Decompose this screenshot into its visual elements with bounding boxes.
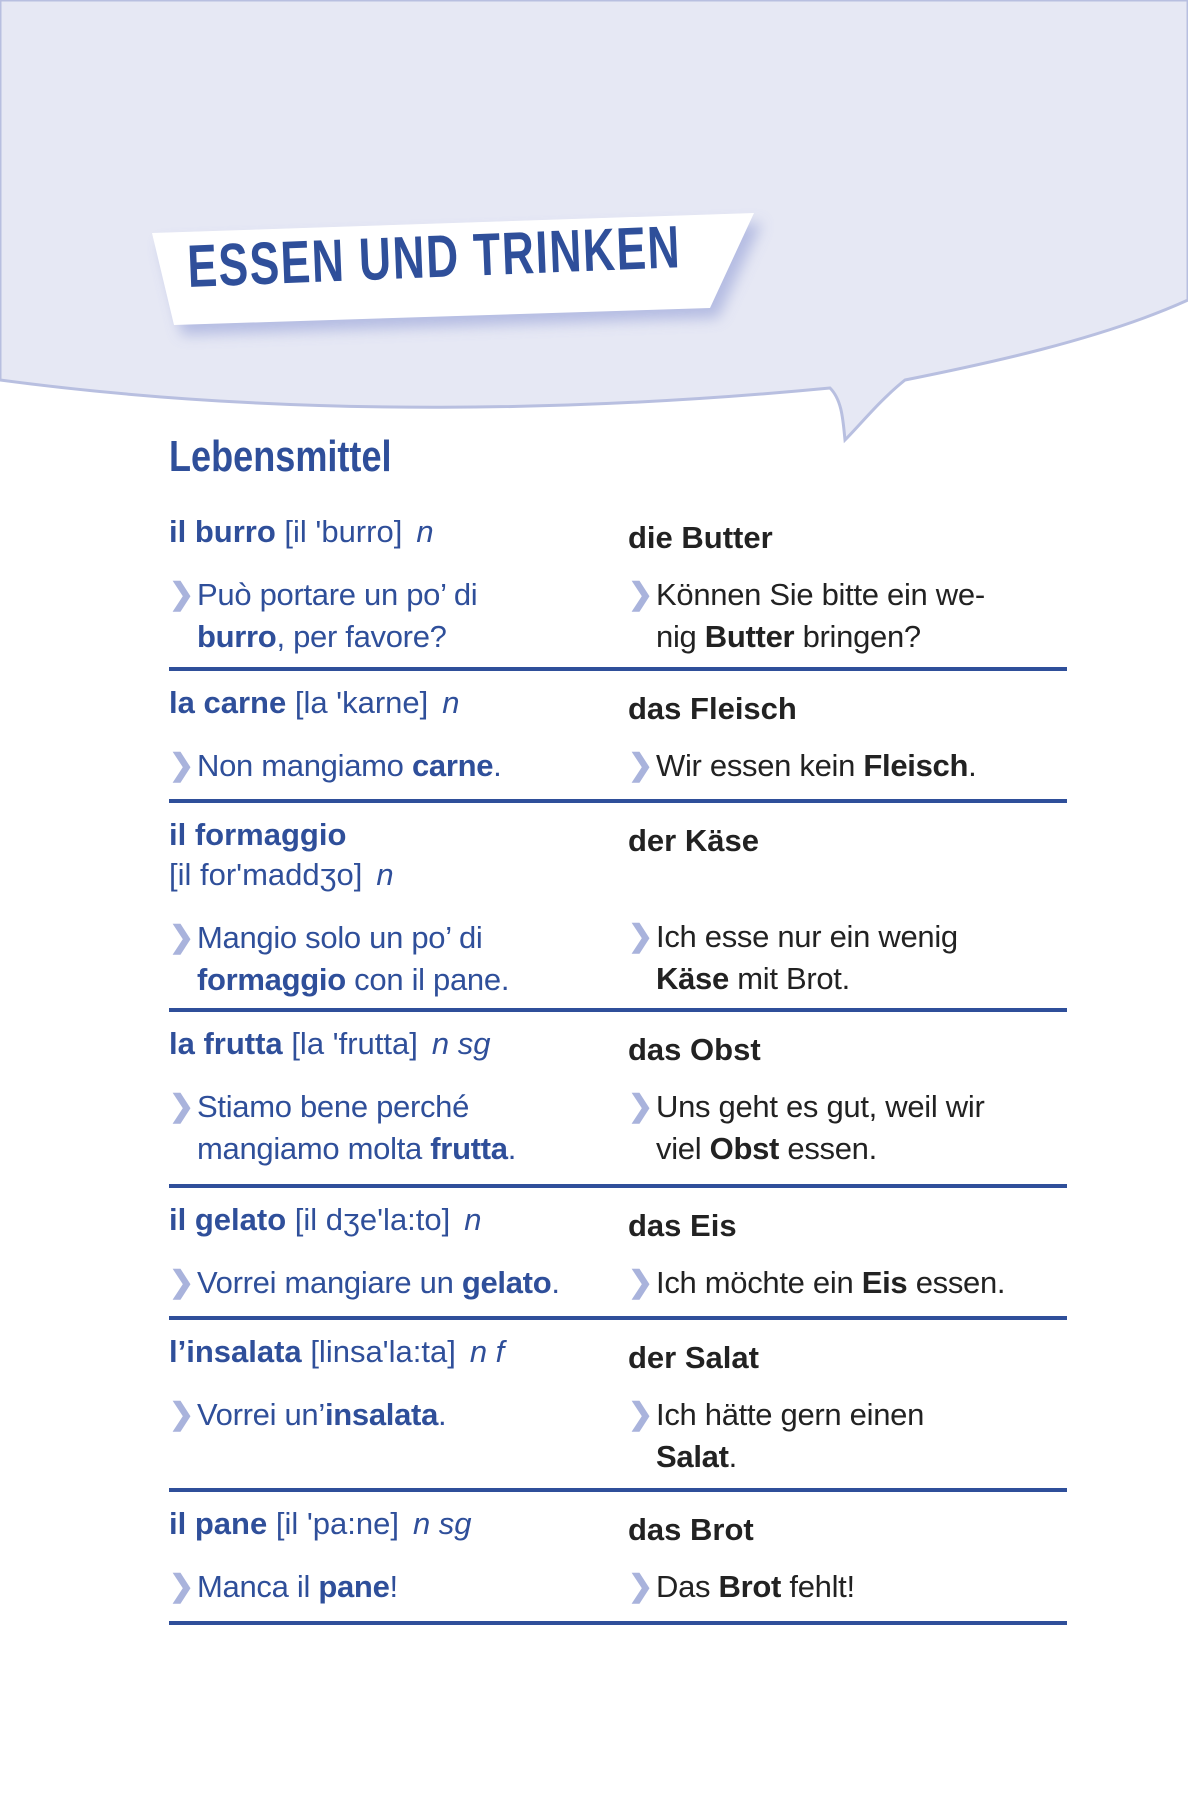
example-line xyxy=(169,959,624,1001)
example-text: Può portare un po’ di xyxy=(197,577,478,612)
example-line xyxy=(628,1128,1068,1170)
example-text: . xyxy=(551,1265,560,1300)
italian-column xyxy=(169,500,624,658)
example-line xyxy=(628,916,1068,958)
chevron-right-icon: ❯ xyxy=(169,921,194,954)
example-german xyxy=(628,1086,1068,1170)
pronunciation: [la 'karne] xyxy=(294,685,429,720)
chevron-right-icon: ❯ xyxy=(628,1090,653,1123)
german-column xyxy=(628,500,1068,658)
example-keyword: pane xyxy=(318,1569,390,1604)
example-text: nig xyxy=(656,619,705,654)
german-word: die Butter xyxy=(628,520,773,555)
example-line xyxy=(628,958,1068,1000)
example-line xyxy=(169,917,624,959)
italian-column xyxy=(169,1320,624,1436)
example-line xyxy=(628,745,1068,787)
italian-column xyxy=(169,1012,624,1170)
example-line xyxy=(628,1394,1068,1436)
chevron-right-icon: ❯ xyxy=(628,749,653,782)
example-text: viel xyxy=(656,1131,710,1166)
example-keyword: Obst xyxy=(709,1131,780,1166)
example-keyword: frutta xyxy=(430,1131,508,1166)
italian-column xyxy=(169,1188,624,1304)
chevron-right-icon: ❯ xyxy=(169,1266,194,1299)
part-of-speech: n xyxy=(464,1202,482,1237)
example-line xyxy=(169,745,624,787)
german-word: das Eis xyxy=(628,1208,737,1243)
german-word: das Brot xyxy=(628,1512,754,1547)
example-keyword: insalata xyxy=(324,1397,439,1432)
pronunciation: [il for'maddʒo] xyxy=(169,857,363,892)
example-line xyxy=(628,616,1068,658)
example-text: fehlt! xyxy=(781,1569,855,1604)
italian-word: il formaggio xyxy=(169,817,347,852)
headword-it xyxy=(169,671,624,723)
example-keyword: Fleisch xyxy=(863,748,969,783)
section-title: Lebensmittel xyxy=(169,432,392,481)
example-text: con il pane. xyxy=(345,962,510,997)
example-text: Können Sie bitte ein we- xyxy=(656,577,985,612)
vocab-entry xyxy=(169,500,1067,671)
example-text: Manca il xyxy=(197,1569,319,1604)
part-of-speech: n xyxy=(416,514,434,549)
example-keyword: burro xyxy=(197,619,277,654)
example-keyword: Salat xyxy=(656,1439,729,1474)
part-of-speech: n f xyxy=(469,1334,505,1369)
example-text: mit Brot. xyxy=(728,961,850,996)
example-text: Wir essen kein xyxy=(656,748,864,783)
headword-it xyxy=(169,500,624,552)
example-text: Ich esse nur ein wenig xyxy=(656,919,958,954)
pronunciation: [il 'burro] xyxy=(284,514,403,549)
example-line xyxy=(628,1436,1068,1478)
example-italian xyxy=(169,917,624,1001)
vocab-entry xyxy=(169,1188,1067,1320)
example-italian xyxy=(169,574,624,658)
chapter-title: ESSEN UND TRINKEN xyxy=(186,213,683,300)
example-text: Stiamo bene perché xyxy=(197,1089,470,1124)
headword-de xyxy=(628,500,1068,558)
example-line xyxy=(628,1566,1068,1608)
example-text: . xyxy=(507,1131,517,1166)
example-german xyxy=(628,1566,1068,1608)
example-line xyxy=(169,574,624,616)
german-word: das Fleisch xyxy=(628,691,797,726)
example-text: essen. xyxy=(907,1265,1006,1300)
example-keyword: Butter xyxy=(704,619,795,654)
german-column xyxy=(628,1188,1068,1304)
headword-de xyxy=(628,1188,1068,1246)
headword-it xyxy=(169,1320,624,1372)
italian-column xyxy=(169,803,624,1001)
example-text: . xyxy=(438,1397,447,1432)
italian-word: il pane xyxy=(169,1506,268,1541)
german-word: der Salat xyxy=(628,1340,759,1375)
vocab-entry xyxy=(169,1492,1067,1625)
part-of-speech: n xyxy=(442,685,460,720)
example-text: Uns geht es gut, weil wir xyxy=(656,1089,985,1124)
example-german xyxy=(628,1394,1068,1478)
example-text: Ich hätte gern einen xyxy=(656,1397,925,1432)
example-text: . xyxy=(728,1439,737,1474)
pronunciation: [il 'pa:ne] xyxy=(275,1506,399,1541)
example-text: Non mangiamo xyxy=(197,748,412,783)
part-of-speech: n xyxy=(376,857,394,892)
italian-word: la carne xyxy=(169,685,287,720)
example-line xyxy=(169,616,624,658)
headword-de xyxy=(628,803,1068,861)
example-text: ! xyxy=(389,1569,398,1604)
example-line xyxy=(169,1394,624,1436)
example-line xyxy=(628,1086,1068,1128)
chevron-right-icon: ❯ xyxy=(169,1090,194,1123)
vocab-entry xyxy=(169,1012,1067,1188)
example-keyword: Käse xyxy=(656,961,729,996)
chevron-right-icon: ❯ xyxy=(169,578,194,611)
example-keyword: carne xyxy=(411,748,494,783)
german-column xyxy=(628,1012,1068,1170)
headword-it xyxy=(169,1012,624,1064)
chevron-right-icon: ❯ xyxy=(169,749,194,782)
pronunciation: [il dʒe'la:to] xyxy=(294,1202,451,1237)
italian-word: il burro xyxy=(169,514,276,549)
example-italian xyxy=(169,1262,624,1304)
german-column xyxy=(628,803,1068,1000)
german-column xyxy=(628,1320,1068,1478)
example-german xyxy=(628,745,1068,787)
example-line xyxy=(628,1262,1068,1304)
example-keyword: Brot xyxy=(718,1569,782,1604)
part-of-speech: n sg xyxy=(412,1506,472,1541)
vocab-entry xyxy=(169,671,1067,803)
example-german xyxy=(628,1262,1068,1304)
example-italian xyxy=(169,1086,624,1170)
vocab-entry xyxy=(169,803,1067,1012)
headword-de xyxy=(628,1012,1068,1070)
headword-it xyxy=(169,1492,624,1544)
german-column xyxy=(628,1492,1068,1608)
german-column xyxy=(628,671,1068,787)
chevron-right-icon: ❯ xyxy=(169,1398,194,1431)
headword-de xyxy=(628,1320,1068,1378)
example-line xyxy=(169,1128,624,1170)
example-text: . xyxy=(493,748,502,783)
example-text: . xyxy=(968,748,977,783)
example-line xyxy=(169,1262,624,1304)
part-of-speech: n sg xyxy=(431,1026,491,1061)
vocab-entry xyxy=(169,1320,1067,1492)
headword-de xyxy=(628,671,1068,729)
italian-word: l’insalata xyxy=(169,1334,302,1369)
example-text: Ich möchte ein xyxy=(656,1265,862,1300)
example-italian xyxy=(169,745,624,787)
italian-column xyxy=(169,671,624,787)
chevron-right-icon: ❯ xyxy=(628,1570,653,1603)
example-line xyxy=(169,1566,624,1608)
chevron-right-icon: ❯ xyxy=(169,1570,194,1603)
chevron-right-icon: ❯ xyxy=(628,578,653,611)
example-keyword: formaggio xyxy=(197,962,346,997)
example-keyword: gelato xyxy=(461,1265,552,1300)
example-text: Mangio solo un po’ di xyxy=(197,920,483,955)
example-text: mangiamo molta xyxy=(197,1131,431,1166)
german-word: das Obst xyxy=(628,1032,761,1067)
chevron-right-icon: ❯ xyxy=(628,1398,653,1431)
example-text: , per favore? xyxy=(276,619,447,654)
example-keyword: Eis xyxy=(861,1265,908,1300)
example-german xyxy=(628,916,1068,1000)
example-text: essen. xyxy=(779,1131,877,1166)
example-line xyxy=(628,574,1068,616)
pronunciation: [la 'frutta] xyxy=(291,1026,418,1061)
example-german xyxy=(628,574,1068,658)
headword-it xyxy=(169,1188,624,1240)
example-italian xyxy=(169,1566,624,1608)
example-line xyxy=(169,1086,624,1128)
headword-it xyxy=(169,803,624,895)
chevron-right-icon: ❯ xyxy=(628,920,653,953)
italian-word: il gelato xyxy=(169,1202,287,1237)
italian-word: la frutta xyxy=(169,1026,283,1061)
example-text: Vorrei un’ xyxy=(197,1397,325,1432)
chevron-right-icon: ❯ xyxy=(628,1266,653,1299)
example-text: Vorrei mangiare un xyxy=(197,1265,462,1300)
pronunciation: [linsa'la:ta] xyxy=(310,1334,456,1369)
headword-de xyxy=(628,1492,1068,1550)
german-word: der Käse xyxy=(628,823,759,858)
italian-column xyxy=(169,1492,624,1608)
example-text: bringen? xyxy=(794,619,921,654)
example-italian xyxy=(169,1394,624,1436)
example-text: Das xyxy=(656,1569,719,1604)
